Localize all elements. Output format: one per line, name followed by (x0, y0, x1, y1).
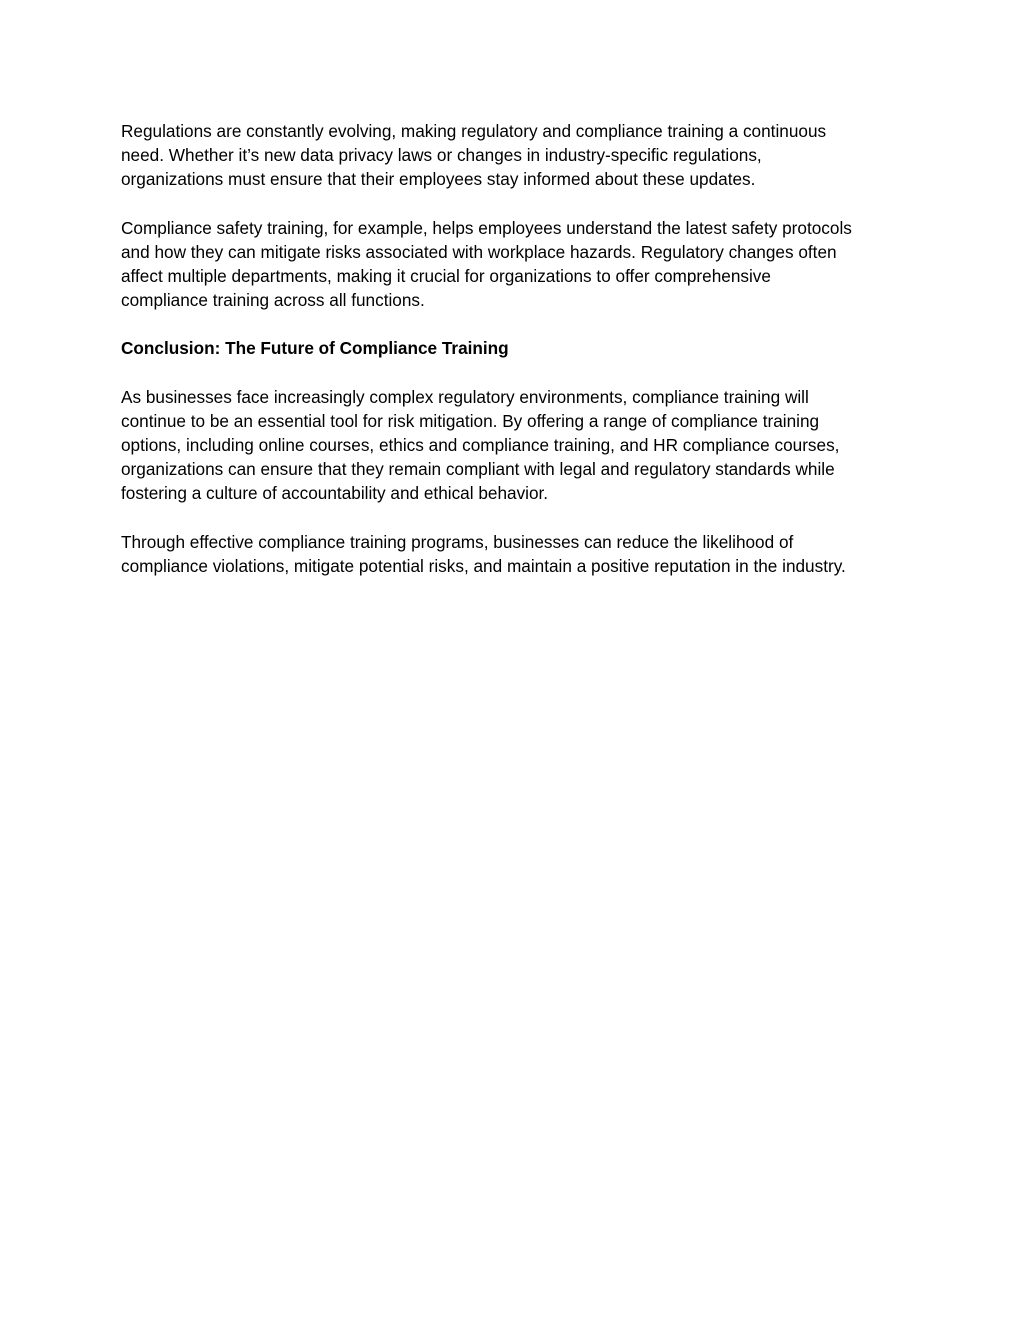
paragraph-conclusion-closing (121, 530, 911, 578)
text-line: continue to be an essential tool for risk mitigation. By offering a range of compliance training (121, 410, 820, 431)
text-line: compliance training across all functions. (121, 290, 425, 311)
text-line: affect multiple departments, making it crucial for organizations to offer comprehensive (121, 266, 771, 287)
section-heading: Conclusion: The Future of Compliance Training (121, 338, 509, 359)
paragraph-conclusion-intro (121, 385, 911, 506)
text-line: fostering a culture of accountability and ethical behavior. (121, 483, 549, 504)
paragraph-regulations-evolving (121, 119, 911, 192)
text-line: Through effective compliance training programs, businesses can reduce the likelihood of (121, 531, 794, 552)
document-page (121, 119, 911, 602)
text-line: organizations must ensure that their employees stay informed about these updates. (121, 169, 756, 190)
text-line: organizations can ensure that they remain compliant with legal and regulatory standards while (121, 459, 835, 480)
text-line: and how they can mitigate risks associated with workplace hazards. Regulatory changes often (121, 241, 837, 262)
paragraph-compliance-safety (121, 216, 911, 313)
text-line: Compliance safety training, for example, helps employees understand the latest safety protocols (121, 217, 852, 238)
text-line: need. Whether it’s new data privacy laws or changes in industry-specific regulations, (121, 145, 762, 166)
text-line: options, including online courses, ethics and compliance training, and HR compliance courses, (121, 435, 840, 456)
text-line: compliance violations, mitigate potential risks, and maintain a positive reputation in the industry. (121, 555, 846, 576)
text-line: Regulations are constantly evolving, making regulatory and compliance training a continuous (121, 121, 827, 141)
text-line: As businesses face increasingly complex regulatory environments, compliance training will (121, 386, 809, 407)
